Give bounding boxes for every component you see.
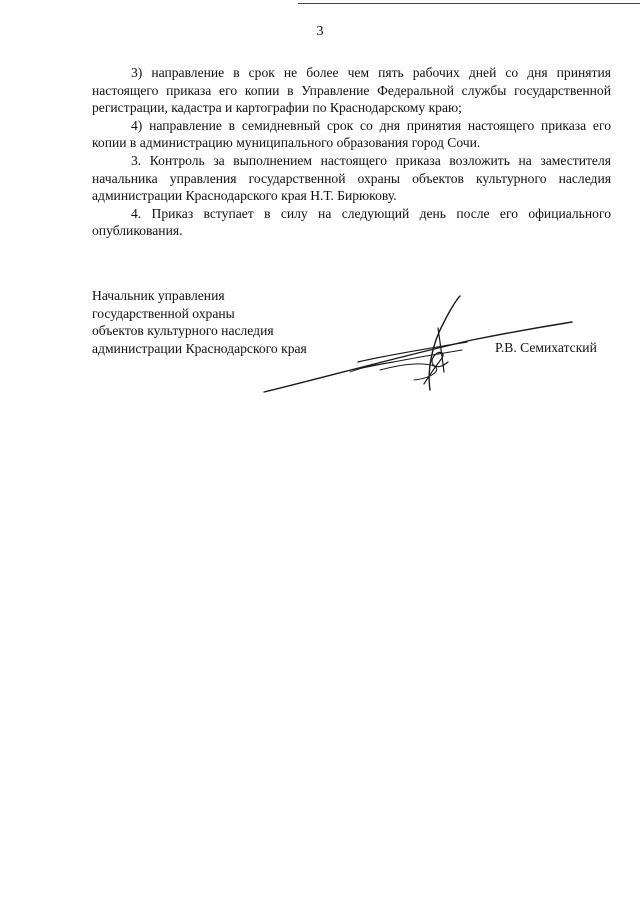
- top-border-line: [298, 3, 640, 4]
- page-number: 3: [316, 24, 324, 39]
- paragraph-item-4-sochi: 4) направление в семидневный срок со дня принятия настоящего приказа его копии в администрацию муниципального образования город Сочи.: [92, 117, 611, 151]
- paragraph-effective-date: 4. Приказ вступает в силу на следующий день после его официального опубликования.: [92, 205, 611, 239]
- position-line: Начальник управления: [92, 288, 225, 303]
- paragraph-item-3-registration: 3) направление в срок не более чем пять рабочих дней со дня принятия настоящего приказа его копии в Управление Федеральной службы государственной регистрации, кадастра и картографии по Краснодарскому краю;: [92, 65, 611, 116]
- signer-name: Р.В. Семихатский: [495, 340, 597, 355]
- position-line: государственной охраны: [92, 305, 235, 321]
- position-line: администрации Краснодарского края: [92, 340, 307, 356]
- paragraph-control: 3. Контроль за выполнением настоящего приказа возложить на заместителя начальника управления государственной охраны объектов культурного наследия администрации Краснодарского края Н.Т. Бирюкову.: [92, 152, 611, 204]
- position-line: объектов культурного наследия: [92, 323, 274, 339]
- document-body: [92, 64, 611, 240]
